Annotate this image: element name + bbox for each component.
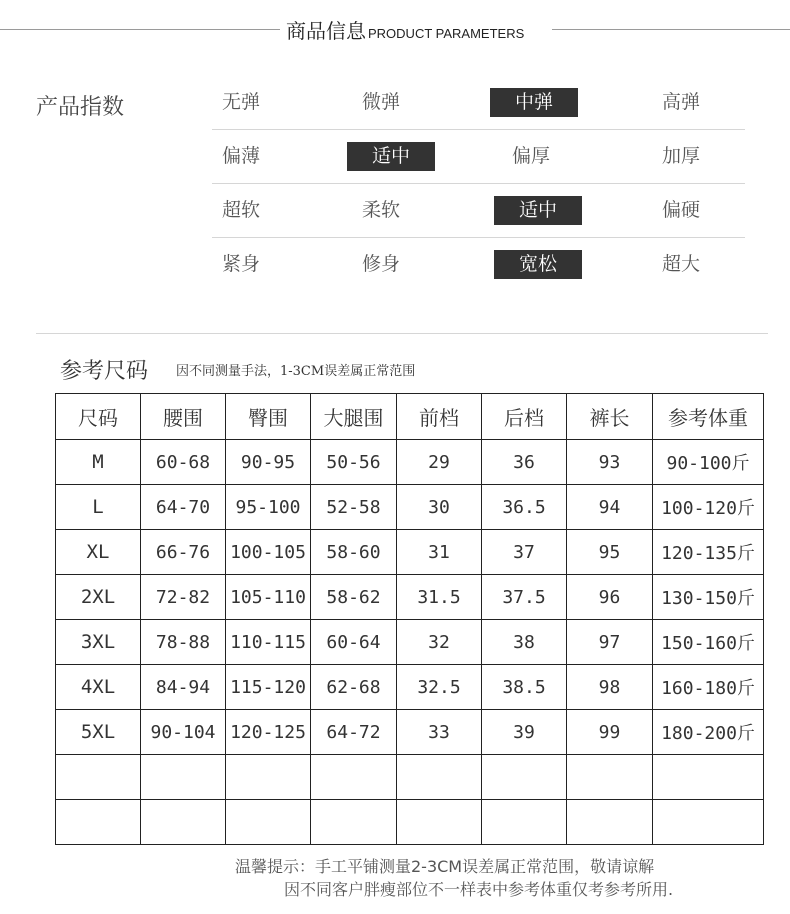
header-divider-left [0, 29, 280, 30]
table-cell [397, 755, 482, 800]
size-cell: L [56, 485, 141, 530]
table-cell: 37.5 [482, 575, 567, 620]
table-cell [141, 755, 226, 800]
size-cell [56, 755, 141, 800]
table-row [56, 530, 764, 575]
table-cell: 72-82 [141, 575, 226, 620]
index-option-selected: 中弹 [490, 88, 578, 117]
index-option: 偏硬 [662, 199, 701, 221]
index-row [212, 130, 745, 184]
table-cell: 38.5 [482, 665, 567, 710]
table-cell: 95-100 [226, 485, 311, 530]
index-option: 紧身 [222, 253, 261, 275]
table-row [56, 665, 764, 710]
index-option: 偏厚 [512, 145, 551, 167]
section-divider [36, 333, 768, 334]
column-header: 腰围 [141, 394, 226, 440]
table-cell: 180-200斤 [653, 710, 764, 755]
table-cell: 105-110 [226, 575, 311, 620]
index-row [212, 184, 745, 238]
table-cell: 50-56 [311, 440, 397, 485]
size-cell: 4XL [56, 665, 141, 710]
size-cell: 5XL [56, 710, 141, 755]
table-row [56, 710, 764, 755]
index-option: 加厚 [662, 145, 701, 167]
table-cell: 31.5 [397, 575, 482, 620]
size-cell: M [56, 440, 141, 485]
table-cell: 100-120斤 [653, 485, 764, 530]
table-cell: 52-58 [311, 485, 397, 530]
section-title-en: PRODUCT PARAMETERS [368, 26, 525, 41]
index-option: 超大 [662, 253, 701, 275]
table-cell [653, 800, 764, 845]
size-table [55, 393, 764, 845]
column-header: 前档 [397, 394, 482, 440]
table-cell: 93 [567, 440, 653, 485]
column-header: 后档 [482, 394, 567, 440]
table-cell: 60-68 [141, 440, 226, 485]
column-header: 臀围 [226, 394, 311, 440]
index-option: 修身 [362, 253, 401, 275]
table-cell: 130-150斤 [653, 575, 764, 620]
table-row [56, 440, 764, 485]
size-chart-title: 参考尺码 [60, 359, 149, 384]
table-cell: 66-76 [141, 530, 226, 575]
size-cell: XL [56, 530, 141, 575]
table-row [56, 755, 764, 800]
column-header: 裤长 [567, 394, 653, 440]
table-cell: 37 [482, 530, 567, 575]
table-cell: 62-68 [311, 665, 397, 710]
column-header: 大腿围 [311, 394, 397, 440]
table-cell: 64-70 [141, 485, 226, 530]
index-option: 偏薄 [222, 145, 261, 167]
table-cell: 33 [397, 710, 482, 755]
table-cell: 32 [397, 620, 482, 665]
table-cell [482, 800, 567, 845]
index-option-selected: 适中 [494, 196, 582, 225]
table-cell: 36 [482, 440, 567, 485]
index-option-selected: 宽松 [494, 250, 582, 279]
table-cell: 115-120 [226, 665, 311, 710]
table-cell: 90-95 [226, 440, 311, 485]
table-cell [311, 755, 397, 800]
table-cell: 95 [567, 530, 653, 575]
table-cell: 78-88 [141, 620, 226, 665]
table-cell: 97 [567, 620, 653, 665]
size-cell: 3XL [56, 620, 141, 665]
table-cell [226, 800, 311, 845]
table-cell: 58-60 [311, 530, 397, 575]
section-title [286, 15, 524, 44]
table-cell: 150-160斤 [653, 620, 764, 665]
table-cell: 120-125 [226, 710, 311, 755]
size-cell [56, 800, 141, 845]
product-index-grid [212, 76, 745, 291]
table-cell: 96 [567, 575, 653, 620]
table-cell: 39 [482, 710, 567, 755]
table-cell: 58-62 [311, 575, 397, 620]
index-option: 无弹 [222, 91, 261, 113]
table-cell: 110-115 [226, 620, 311, 665]
table-cell [397, 800, 482, 845]
index-option: 微弹 [362, 91, 401, 113]
index-row [212, 238, 745, 291]
table-cell [226, 755, 311, 800]
header-divider-right [552, 29, 790, 30]
index-option: 柔软 [362, 199, 401, 221]
table-row [56, 620, 764, 665]
table-cell: 160-180斤 [653, 665, 764, 710]
table-cell [482, 755, 567, 800]
table-cell [567, 755, 653, 800]
product-index-title: 产品指数 [36, 95, 125, 120]
table-cell: 100-105 [226, 530, 311, 575]
table-cell: 64-72 [311, 710, 397, 755]
table-cell: 90-100斤 [653, 440, 764, 485]
table-cell: 30 [397, 485, 482, 530]
table-cell: 32.5 [397, 665, 482, 710]
size-chart-note: 因不同测量手法，1-3CM误差属正常范围 [176, 364, 416, 379]
footer-tip-line1: 温馨提示：手工平铺测量2-3CM误差属正常范围，敬请谅解 [235, 857, 655, 876]
footer-tip-line2: 因不同客户胖瘦部位不一样表中参考体重仅考参考所用. [284, 880, 674, 899]
size-table-header [56, 394, 764, 440]
index-option-selected: 适中 [347, 142, 435, 171]
table-cell [311, 800, 397, 845]
table-cell: 120-135斤 [653, 530, 764, 575]
table-cell: 99 [567, 710, 653, 755]
table-cell: 29 [397, 440, 482, 485]
table-cell: 38 [482, 620, 567, 665]
index-row [212, 76, 745, 130]
table-cell: 94 [567, 485, 653, 530]
section-title-cn: 商品信息 [286, 19, 366, 43]
size-cell: 2XL [56, 575, 141, 620]
table-cell: 90-104 [141, 710, 226, 755]
table-row [56, 575, 764, 620]
table-row [56, 485, 764, 530]
table-cell [653, 755, 764, 800]
table-cell: 60-64 [311, 620, 397, 665]
table-row [56, 800, 764, 845]
section-header [0, 14, 790, 44]
index-option: 超软 [222, 199, 261, 221]
table-cell: 36.5 [482, 485, 567, 530]
table-cell: 98 [567, 665, 653, 710]
column-header: 尺码 [56, 394, 141, 440]
table-cell [141, 800, 226, 845]
column-header: 参考体重 [653, 394, 764, 440]
index-option: 高弹 [662, 91, 701, 113]
table-cell: 84-94 [141, 665, 226, 710]
table-cell: 31 [397, 530, 482, 575]
table-cell [567, 800, 653, 845]
